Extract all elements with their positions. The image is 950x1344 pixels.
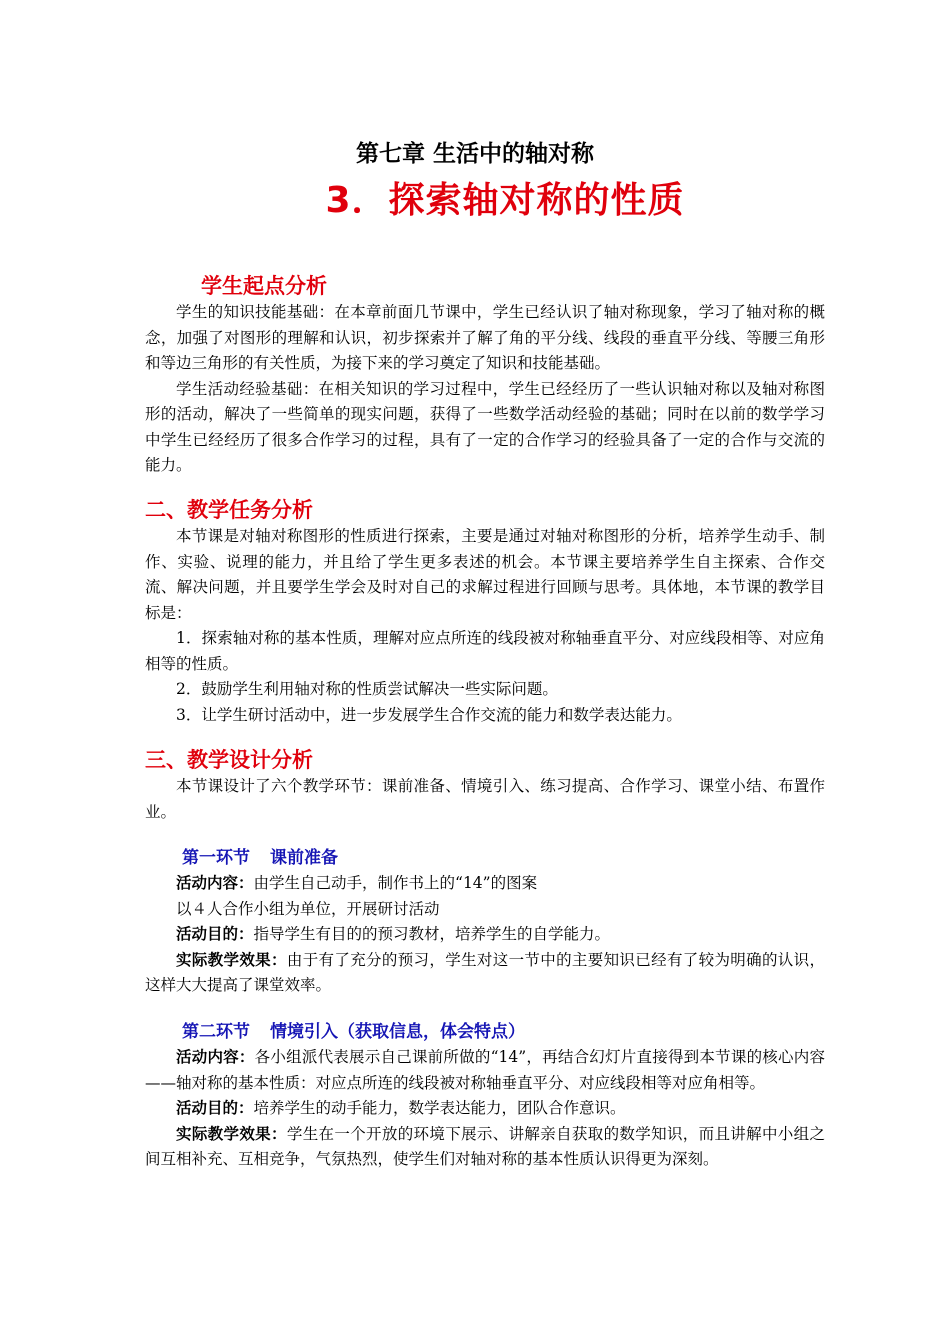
stage-1 xyxy=(145,845,825,999)
lesson-title: 3．探索轴对称的性质 xyxy=(325,180,685,221)
activity-content: 活动内容：由学生自己动手，制作书上的“14”的图案 xyxy=(176,874,538,892)
chapter-title: 第七章 生活中的轴对称 xyxy=(355,141,594,167)
goal-item-2: 2．鼓励学生利用轴对称的性质尝试解决一些实际问题。 xyxy=(176,680,558,698)
activity-content-2: 以４人合作小组为单位，开展研讨活动 xyxy=(176,899,440,918)
activity-purpose: 活动目的：培养学生的动手能力，数学表达能力，团队合作意识。 xyxy=(176,1099,626,1117)
stage-name: 课前准备 xyxy=(270,848,338,868)
label: 活动内容： xyxy=(176,874,254,892)
goal-item-3: 3．让学生研讨活动中，进一步发展学生合作交流的能力和数学表达能力。 xyxy=(176,705,682,724)
goal-item-1: 1．探索轴对称的基本性质，理解对应点所连的线段被对称轴垂直平分、对应线段相等、对应角相等的性质。 xyxy=(145,629,825,673)
section-design-analysis xyxy=(145,746,825,825)
label: 活动内容： xyxy=(176,1048,255,1066)
label: 活动目的： xyxy=(176,1099,254,1117)
paragraph-design-intro: 本节课设计了六个教学环节：课前准备、情境引入、练习提高、合作学习、课堂小结、布置作业。 xyxy=(145,777,825,821)
stage-number: 第一环节 xyxy=(182,848,250,868)
label: 活动目的： xyxy=(176,925,254,943)
paragraph-knowledge-basis: 学生的知识技能基础：在本章前面几节课中，学生已经认识了轴对称现象，学习了轴对称的概念，加强了对图形的理解和认识，初步探索并了解了角的平分线、线段的垂直平分线、等腰三角形和等边三角形的有关性质，为接下来的学习奠定了知识和技能基础。 xyxy=(145,303,825,372)
activity-content: 活动内容：各小组派代表展示自己课前所做的“14”，再结合幻灯片直接得到本节课的核心内容——轴对称的基本性质：对应点所连的线段被对称轴垂直平分、对应线段相等对应角相等。 xyxy=(145,1048,825,1092)
activity-purpose: 活动目的：指导学生有目的的预习教材，培养学生的自学能力。 xyxy=(176,925,611,943)
section-heading: 二、教学任务分析 xyxy=(145,498,313,522)
teaching-effect: 实际教学效果：由于有了充分的预习，学生对这一节中的主要知识已经有了较为明确的认识，这样大大提高了课堂效率。 xyxy=(145,950,825,994)
section-heading: 学生起点分析 xyxy=(201,274,327,298)
stage-name: 情境引入（获取信息，体会特点） xyxy=(270,1022,525,1042)
label: 实际教学效果： xyxy=(176,950,287,969)
section-heading: 三、教学设计分析 xyxy=(145,748,313,772)
paragraph-task-intro: 本节课是对轴对称图形的性质进行探索，主要是通过对轴对称图形的分析，培养学生动手、制作、实验、说理的能力，并且给了学生更多表述的机会。本节课主要培养学生自主探索、合作交流、解决问题，并且要学生学会及时对自己的求解过程进行回顾与思考。具体地，本节课的教学目标是： xyxy=(145,527,825,622)
stage-2 xyxy=(145,1019,825,1173)
section-task-analysis xyxy=(145,496,825,728)
teaching-effect: 实际教学效果：学生在一个开放的环境下展示、讲解亲自获取的数学知识，而且讲解中小组之间互相补充、互相竞争，气氛热烈，使学生们对轴对称的基本性质认识得更为深刻。 xyxy=(145,1124,825,1168)
paragraph-experience-basis: 学生活动经验基础：在相关知识的学习过程中，学生已经经历了一些认识轴对称以及轴对称图形的活动，解决了一些简单的现实问题，获得了一些数学活动经验的基础；同时在以前的数学学习中学生已经经历了很多合作学习的过程，具有了一定的合作学习的经验具备了一定的合作与交流的能力。 xyxy=(145,379,825,474)
stage-heading xyxy=(145,1019,825,1045)
section-student-analysis xyxy=(145,272,825,479)
stage-heading xyxy=(145,845,825,871)
label: 实际教学效果： xyxy=(176,1124,287,1143)
stage-number: 第二环节 xyxy=(182,1022,250,1042)
